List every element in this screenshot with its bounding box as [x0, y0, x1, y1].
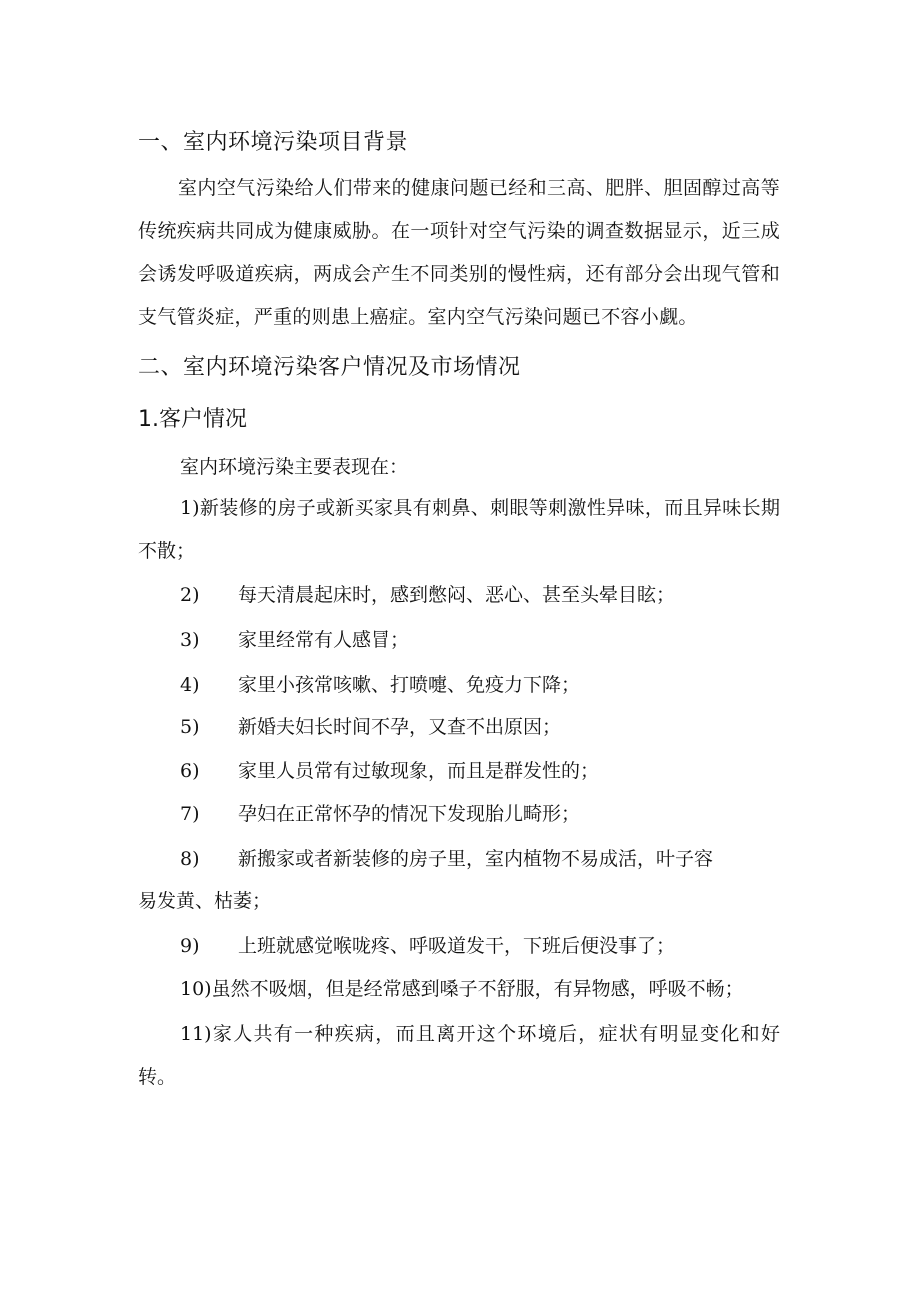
list-item-number: 7) [180, 803, 200, 825]
intro-line: 室内环境污染主要表现在： [180, 456, 409, 478]
list-item-number: 10) [180, 978, 212, 1000]
list-item-number: 5) [180, 716, 200, 738]
background-paragraph: 室内空气污染给人们带来的健康问题已经和三高、肥胖、胆固醇过高等传统疾病共同成为健康威胁。在一项针对空气污染的调查数据显示，近三成会诱发呼吸道疾病，两成会产生不同类别的慢性病，还有部分会出现气管和支气管炎症，严重的则患上癌症。室内空气污染问题已不容小觑。 [138, 177, 780, 328]
list-item-number: 6) [180, 760, 200, 782]
list-item-1 [138, 487, 780, 573]
list-item-11 [138, 1013, 780, 1099]
list-item-number: 2) [180, 584, 200, 606]
list-item-text: 新装修的房子或新买家具有刺鼻、刺眼等刺激性异味，而且异味长期不散； [138, 497, 780, 562]
list-item-text: 家里经常有人感冒； [238, 629, 410, 651]
list-item-text: 新搬家或者新装修的房子里，室内植物不易成活，叶子容 [238, 848, 714, 870]
list-item-text: 家人共有一种疾病，而且离开这个环境后，症状有明显变化和好转。 [138, 1023, 780, 1088]
section-heading-background: 一、室内环境污染项目背景 [138, 130, 409, 155]
list-item-number: 4) [180, 674, 200, 696]
subheading-customer-situation: 1.客户情况 [138, 407, 247, 432]
list-item-text: 孕妇在正常怀孕的情况下发现胎儿畸形； [238, 803, 581, 825]
list-item-text: 家里小孩常咳嗽、打喷嚏、免疫力下降； [238, 674, 581, 696]
list-item-number: 3) [180, 629, 200, 651]
list-item-number: 11) [180, 1023, 212, 1045]
list-item-number: 8) [180, 848, 200, 870]
list-item-text: 家里人员常有过敏现象，而且是群发性的； [238, 760, 600, 782]
list-item-number: 9) [180, 935, 200, 957]
list-item-8-continuation: 易发黄、枯萎； [138, 890, 272, 912]
list-item-text: 虽然不吸烟，但是经常感到嗓子不舒服，有异物感，呼吸不畅； [211, 978, 744, 1000]
list-item-10 [138, 968, 780, 1011]
list-item-text: 新婚夫妇长时间不孕，又查不出原因； [238, 716, 562, 738]
list-item-number: 1) [180, 497, 200, 519]
section-heading-customers-market: 二、室内环境污染客户情况及市场情况 [138, 355, 521, 380]
list-item-text: 每天清晨起床时，感到憋闷、恶心、甚至头晕目眩； [238, 584, 676, 606]
list-item-text: 上班就感觉喉咙疼、呼吸道发干，下班后便没事了； [238, 935, 676, 957]
